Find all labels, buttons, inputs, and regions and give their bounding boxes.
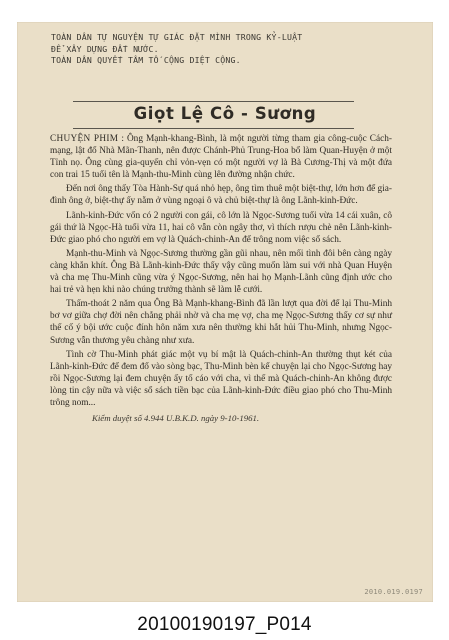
paragraph: Tình cờ Thu-Minh phát giác một vụ bí mật là Quách-chinh-An thường thụt két của Lãnh-kinh-Đức để đem đổ vào sòng bạc, Thu-Minh bèn kể chuyện lại cho Ngọc-Sương hay rồi Ngọc-Sương lại đem chuyện ấy tố cáo với cha, vì thế mà Quách-chinh-An không được lòng tin cậy nữa và việc sổ sách tiền bạc của Lãnh-kinh-Đức điều giao phó cho Thu-Minh trông nom... [50,349,392,408]
slogan-line: TOÀN DÂN QUYẾT TÂM TỐ CỘNG DIỆT CỘNG. [51,55,241,65]
slogan-line: TOÀN DÂN TỰ NGUYỆN TỰ GIÁC ĐẶT MÌNH TRONG KỶ-LUẬT [51,32,303,42]
censorship-line: Kiểm duyệt số 4.944 U.B.K.D. ngày 9-10-1961. [92,413,260,424]
paragraph: Mạnh-thu-Minh và Ngọc-Sương thường gần gũi nhau, nên mối tình đôi bên càng ngày càng khắn khít. Ông Bà Lãnh-kinh-Đức thấy vậy cũng muốn làm sui với nhà Quan Huyện và cha mẹ Thu-Minh cũng vừa ý Ngọc-Sương, nên hai họ Mạnh-Lãnh cũng định ước cho hai trẻ và hẹn khi nào chúng trưởng thành sẽ làm lễ cưới. [50,248,392,296]
slogan-line: ĐỂ XÂY DỰNG ĐẤT NƯỚC. [51,43,159,54]
scanned-leaflet [17,22,433,602]
paragraph: Thấm-thoát 2 năm qua Ông Bà Mạnh-khang-Bình đã lần lượt qua đời để lại Thu-Minh bơ vơ giữa chợ đời nên chẳng phải nhờ và cha mẹ vợ, cha mẹ Ngọc-Sương thấy cơ sự như thế cố ý bội ước cuộc đính hôn năm xưa nên thường khi hắt hủi Thu-Minh, nhưng Ngọc-Sương vẫn thương yêu chàng như xưa. [50,299,392,346]
divider-top [73,101,354,102]
divider-bottom [73,128,354,129]
paragraph [50,133,392,181]
paragraph: Đến nơi ông thấy Tòa Hành-Sự quá nhỏ hẹp, ông tìm thuê một biệt-thự, lớn hơn để gia-đình ông ở, biệt-thự ấy nằm ở vùng ngoại ô và chủ biệt-thự là ông Lãnh-kinh-Đức. [50,184,392,207]
image-caption: 20100190197_P014 [137,614,312,635]
archive-number: 2010.019.0197 [364,588,423,596]
lead-label: CHUYỆN PHIM [50,134,119,144]
document-title: Giọt Lệ Cô - Sương [133,104,317,123]
slogan-block [51,32,401,67]
paragraph: Lãnh-kinh-Đức vốn có 2 người con gái, cô lớn là Ngọc-Sương tuổi vừa 14 cái xuân, cô gái thứ là Ngọc-Hà tuổi vừa 11, hai cô vẫn còn ngây thơ, vì thích rượu chè nên Lãnh-kinh-Đức giao phó cho người em vợ là Quách-chinh-An để trông nom việc sổ sách. [50,210,392,245]
paragraph-text: : Ông Mạnh-khang-Bình, là một người từng tham gia công-cuộc Cách-mạng, lật đổ Nhà Mãn-Thanh, nên được Chánh-Phủ Trung-Hoa bổ làm Quan-Huyện ở một Tỉnh nọ. Ông cùng gia-quyến chỉ vỏn-vẹn có một người vợ là Bà Cương-Thị và một đứa con trai 15 tuổi tên là Mạnh-thu-Minh cùng lên đường nhận chức. [50,134,392,181]
synopsis-body [50,133,392,424]
